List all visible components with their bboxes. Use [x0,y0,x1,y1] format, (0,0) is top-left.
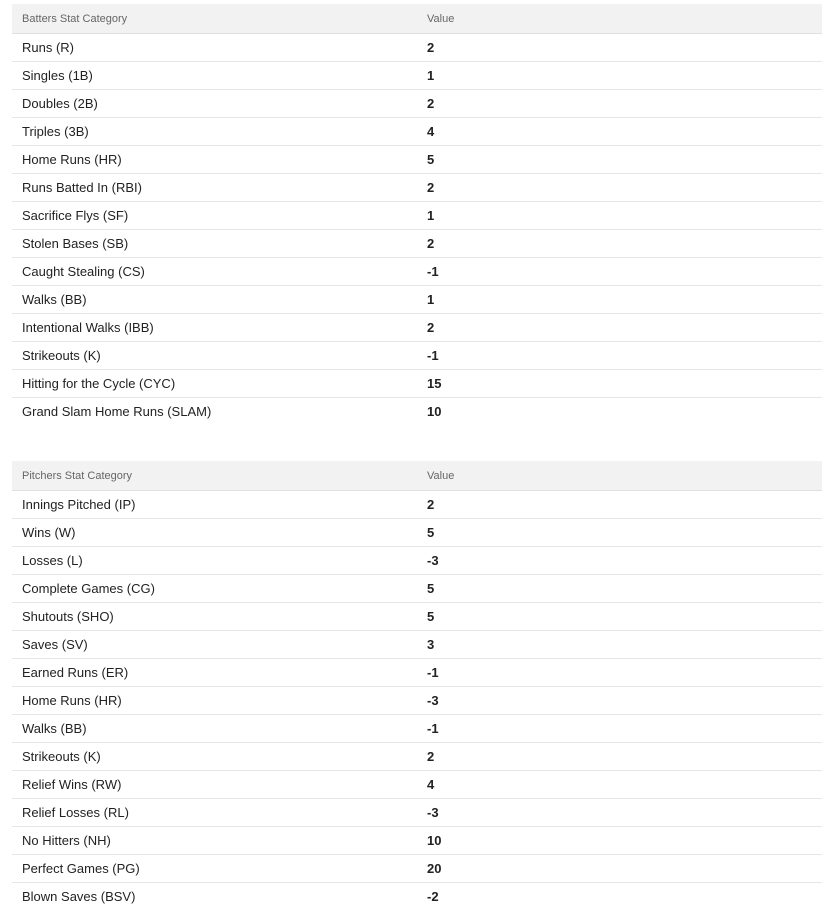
stat-value: 5 [417,146,822,174]
stat-value: 3 [417,631,822,659]
table-row [12,575,822,603]
stat-value: -3 [417,687,822,715]
stat-category: Innings Pitched (IP) [12,491,417,519]
stat-category: No Hitters (NH) [12,827,417,855]
stat-category: Complete Games (CG) [12,575,417,603]
stat-category: Sacrifice Flys (SF) [12,202,417,230]
stat-category: Strikeouts (K) [12,342,417,370]
table-row [12,90,822,118]
stat-value: 2 [417,314,822,342]
stat-value: 2 [417,491,822,519]
table-row [12,398,822,426]
pitchers-table-header [12,461,822,491]
stat-value: 5 [417,575,822,603]
stat-value: 1 [417,62,822,90]
stat-value: 2 [417,230,822,258]
batters-value-column-header: Value [417,4,822,34]
stat-value: 2 [417,34,822,62]
stat-category: Caught Stealing (CS) [12,258,417,286]
table-row [12,258,822,286]
batters-table-body [12,34,822,426]
stat-value: -1 [417,342,822,370]
table-row [12,202,822,230]
stat-category: Saves (SV) [12,631,417,659]
stat-category: Relief Losses (RL) [12,799,417,827]
table-row [12,631,822,659]
table-row [12,827,822,855]
stat-category: Walks (BB) [12,715,417,743]
stat-value: 15 [417,370,822,398]
table-row [12,771,822,799]
pitchers-table-body [12,491,822,911]
stat-value: 1 [417,202,822,230]
stat-category: Shutouts (SHO) [12,603,417,631]
pitchers-value-column-header: Value [417,461,822,491]
stat-category: Perfect Games (PG) [12,855,417,883]
table-row [12,370,822,398]
stat-value: 10 [417,827,822,855]
stat-category: Hitting for the Cycle (CYC) [12,370,417,398]
stat-value: -1 [417,659,822,687]
stat-value: 20 [417,855,822,883]
stat-value: -2 [427,889,439,904]
batters-table-header [12,4,822,34]
table-row [12,799,822,827]
stat-value: 5 [417,603,822,631]
table-row [12,146,822,174]
pitchers-stat-table [12,461,822,910]
stat-category: Runs Batted In (RBI) [12,174,417,202]
stat-category: Walks (BB) [12,286,417,314]
stat-value: 4 [417,771,822,799]
batters-stat-table [12,4,822,425]
stat-category: Triples (3B) [12,118,417,146]
table-row [12,491,822,519]
stat-value: 2 [417,174,822,202]
stat-category: Losses (L) [12,547,417,575]
stat-category: Grand Slam Home Runs (SLAM) [22,404,212,419]
table-row [12,174,822,202]
stat-category: Stolen Bases (SB) [12,230,417,258]
table-row [12,603,822,631]
stat-value: -3 [417,799,822,827]
stat-category: Strikeouts (K) [12,743,417,771]
stat-value: 2 [417,743,822,771]
table-row [12,547,822,575]
table-row [12,659,822,687]
stat-category: Doubles (2B) [12,90,417,118]
pitchers-category-column-header: Pitchers Stat Category [12,461,417,491]
table-row [12,687,822,715]
table-row [12,286,822,314]
stat-category: Blown Saves (BSV) [22,889,136,904]
stat-category: Home Runs (HR) [12,687,417,715]
stat-value: 5 [417,519,822,547]
stat-value: -3 [417,547,822,575]
table-row [12,519,822,547]
table-row [12,230,822,258]
stat-category: Intentional Walks (IBB) [12,314,417,342]
table-row [12,743,822,771]
table-row [12,715,822,743]
stat-category: Relief Wins (RW) [12,771,417,799]
table-row [12,342,822,370]
stat-category: Earned Runs (ER) [12,659,417,687]
table-row [12,314,822,342]
header-row [12,4,822,34]
batters-category-column-header: Batters Stat Category [12,4,417,34]
table-row [12,855,822,883]
header-row [12,461,822,491]
stat-tables [12,4,822,910]
stat-value: 2 [417,90,822,118]
stat-value: -1 [417,715,822,743]
stat-value: 10 [427,404,442,419]
stat-category: Singles (1B) [12,62,417,90]
table-row [12,883,822,911]
table-row [12,62,822,90]
stat-value: -1 [417,258,822,286]
stat-value: 1 [417,286,822,314]
stat-category: Home Runs (HR) [12,146,417,174]
stat-category: Wins (W) [12,519,417,547]
stat-value: 4 [417,118,822,146]
table-spacer [12,425,822,461]
table-row [12,118,822,146]
stat-category: Runs (R) [12,34,417,62]
table-row [12,34,822,62]
